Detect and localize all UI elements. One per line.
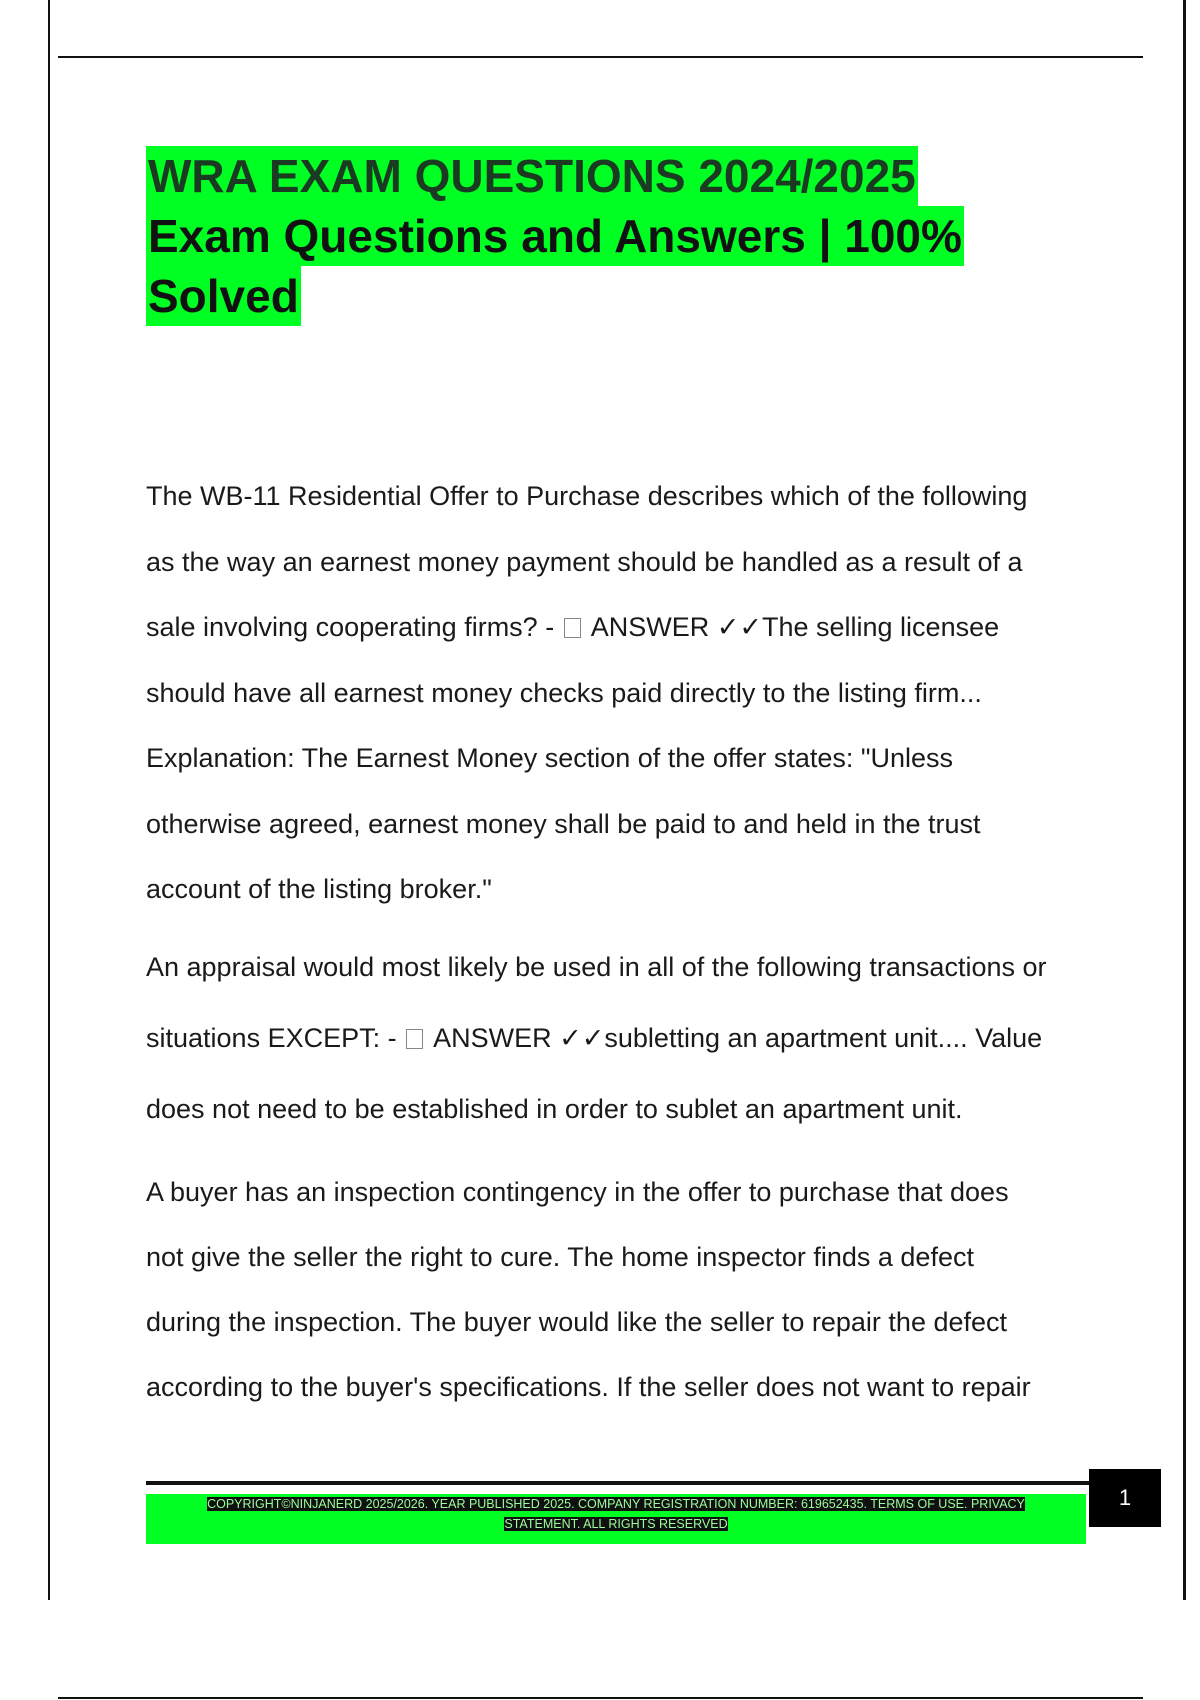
- text-line: not give the seller the right to cure. The home inspector finds a defect: [146, 1241, 974, 1272]
- header-rule: [58, 56, 1143, 58]
- question-2: [146, 941, 1096, 1154]
- text-line: should have all earnest money checks paid directly to the listing firm...: [146, 677, 982, 708]
- text-line: during the inspection. The buyer would like the seller to repair the defect: [146, 1306, 1008, 1337]
- empty-checkbox-icon: [564, 618, 581, 638]
- text-line: otherwise agreed, earnest money shall be paid to and held in the trust: [146, 808, 981, 839]
- page-border-left: [48, 0, 50, 1600]
- text-line: A buyer has an inspection contingency in the offer to purchase that does: [146, 1176, 1009, 1207]
- answer-prefix: ANSWER ✓✓: [590, 612, 762, 642]
- title-line: Solved: [146, 266, 301, 326]
- title-line: Exam Questions and Answers | 100%: [146, 206, 964, 266]
- copyright-footer: [146, 1494, 1086, 1544]
- page-number: 1: [1089, 1469, 1161, 1527]
- text-line: Explanation: The Earnest Money section of the offer states: "Unless: [146, 743, 954, 773]
- document-title: [146, 146, 1046, 326]
- text-segment: sale involving cooperating firms? -: [146, 612, 562, 642]
- answer-line: [146, 1012, 1096, 1083]
- answer-text: subletting an apartment unit.... Value: [604, 1022, 1043, 1053]
- bottom-rule: [58, 1697, 1143, 1699]
- text-line: as the way an earnest money payment should be handled as a result of a: [146, 546, 1023, 577]
- copyright-line: COPYRIGHT©NINJANERD 2025/2026. YEAR PUBLISHED 2025. COMPANY REGISTRATION NUMBER: 619652435. TERMS OF USE. PRIVACY: [207, 1497, 1025, 1511]
- copyright-line: STATEMENT. ALL RIGHTS RESERVED: [504, 1517, 728, 1531]
- text-line: does not need to be established in order to sublet an apartment unit.: [146, 1093, 963, 1124]
- question-1: [146, 470, 1096, 929]
- text-line: account of the listing broker.": [146, 874, 492, 904]
- text-line: according to the buyer's specifications. If the seller does not want to repair: [146, 1371, 1031, 1402]
- empty-checkbox-icon: [406, 1029, 423, 1049]
- text-segment: situations EXCEPT: -: [146, 1022, 405, 1053]
- footer-rule: [146, 1481, 1091, 1485]
- answer-prefix: ANSWER ✓✓: [433, 1022, 605, 1053]
- answer-line: [146, 601, 1096, 667]
- question-3: [146, 1166, 1096, 1426]
- document-body: [146, 470, 1096, 1438]
- page-border-right: [1183, 0, 1186, 1600]
- text-line: The WB-11 Residential Offer to Purchase describes which of the following: [146, 481, 1028, 511]
- title-line: WRA EXAM QUESTIONS 2024/2025: [146, 146, 918, 206]
- text-line: An appraisal would most likely be used in all of the following transactions or: [146, 951, 1047, 982]
- answer-text: The selling licensee: [761, 612, 1000, 642]
